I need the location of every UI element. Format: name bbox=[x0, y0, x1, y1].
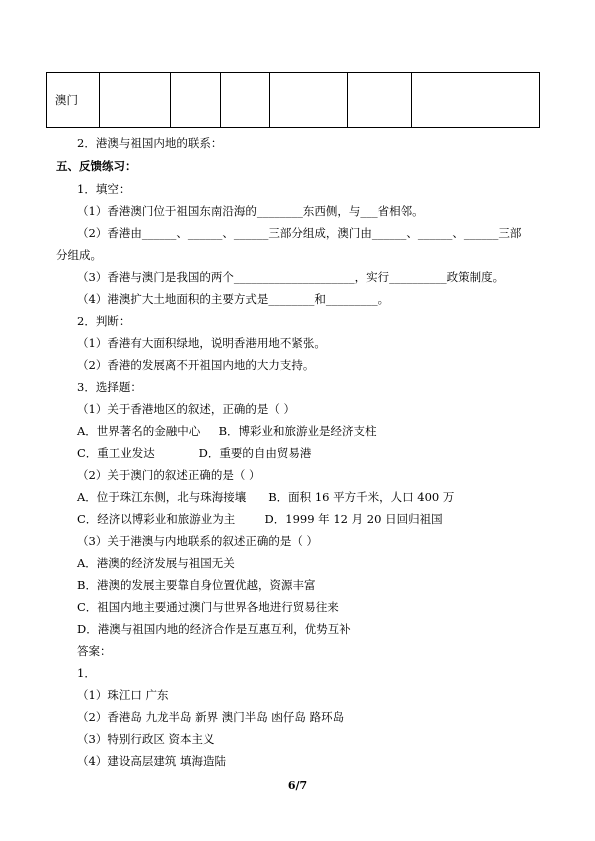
macau-table bbox=[46, 72, 540, 128]
question-item: （1）香港澳门位于祖国东南沿海的________东西侧，与___省相邻。 bbox=[77, 204, 424, 218]
question-item: （1）关于香港地区的叙述，正确的是（ ） bbox=[77, 402, 295, 416]
choice-line: A．港澳的经济发展与祖国无关 bbox=[77, 556, 235, 570]
table-cell bbox=[221, 73, 270, 128]
answer-item: （3）特别行政区 资本主义 bbox=[77, 732, 215, 746]
answer-item: 1． bbox=[77, 666, 96, 680]
table-row bbox=[47, 73, 540, 128]
table-cell bbox=[348, 73, 412, 128]
choice-line: B．港澳的发展主要靠自身位置优越，资源丰富 bbox=[77, 578, 316, 592]
question-item: （3）香港与澳门是我国的两个_____________________，实行__________政策制度。 bbox=[77, 270, 505, 284]
choice-line: A．世界著名的金融中心 B．博彩业和旅游业是经济支柱 bbox=[77, 424, 377, 438]
question-heading: 2．判断： bbox=[77, 314, 131, 328]
choice-line: A．位于珠江东侧，北与珠海接壤 B．面积 16 平方千米，人口 400 万 bbox=[77, 490, 455, 504]
question-item: （2）香港由______、______、______三部分组成，澳门由______、______、______三部 bbox=[77, 226, 522, 240]
choice-line: C．经济以博彩业和旅游业为主 D．1999 年 12 月 20 日回归祖国 bbox=[77, 512, 443, 526]
question-item: （2）关于澳门的叙述正确的是（ ） bbox=[77, 468, 261, 482]
question-heading: 3．选择题： bbox=[77, 380, 142, 394]
answer-item: （2）香港岛 九龙半岛 新界 澳门半岛 凼仔岛 路环岛 bbox=[77, 710, 345, 724]
question-heading: 1．填空： bbox=[77, 182, 131, 196]
question-item: 分组成。 bbox=[56, 248, 102, 262]
choice-line: D．港澳与祖国内地的经济合作是互惠互利，优势互补 bbox=[77, 622, 351, 636]
table-cell bbox=[412, 73, 540, 128]
table-cell bbox=[270, 73, 348, 128]
question-item: （4）港澳扩大土地面积的主要方式是________和_________。 bbox=[77, 292, 390, 306]
answer-item: （1）珠江口 广东 bbox=[77, 688, 169, 702]
question-item: （3）关于港澳与内地联系的叙述正确的是（ ） bbox=[77, 534, 318, 548]
table-cell bbox=[171, 73, 221, 128]
section-heading: 2．港澳与祖国内地的联系： bbox=[77, 136, 223, 150]
table-cell-label: 澳门 bbox=[47, 73, 100, 128]
answer-heading: 答案： bbox=[77, 644, 112, 658]
section-heading: 五、反馈练习： bbox=[56, 159, 137, 173]
answer-item: （4）建设高层建筑 填海造陆 bbox=[77, 754, 226, 768]
choice-line: C．重工业发达 D．重要的自由贸易港 bbox=[77, 446, 312, 460]
table-cell bbox=[100, 73, 171, 128]
page-number: 6/7 bbox=[287, 779, 308, 792]
question-item: （2）香港的发展离不开祖国内地的大力支持。 bbox=[77, 358, 315, 372]
question-item: （1）香港有大面积绿地，说明香港用地不紧张。 bbox=[77, 336, 326, 350]
choice-line: C．祖国内地主要通过澳门与世界各地进行贸易往来 bbox=[77, 600, 339, 614]
